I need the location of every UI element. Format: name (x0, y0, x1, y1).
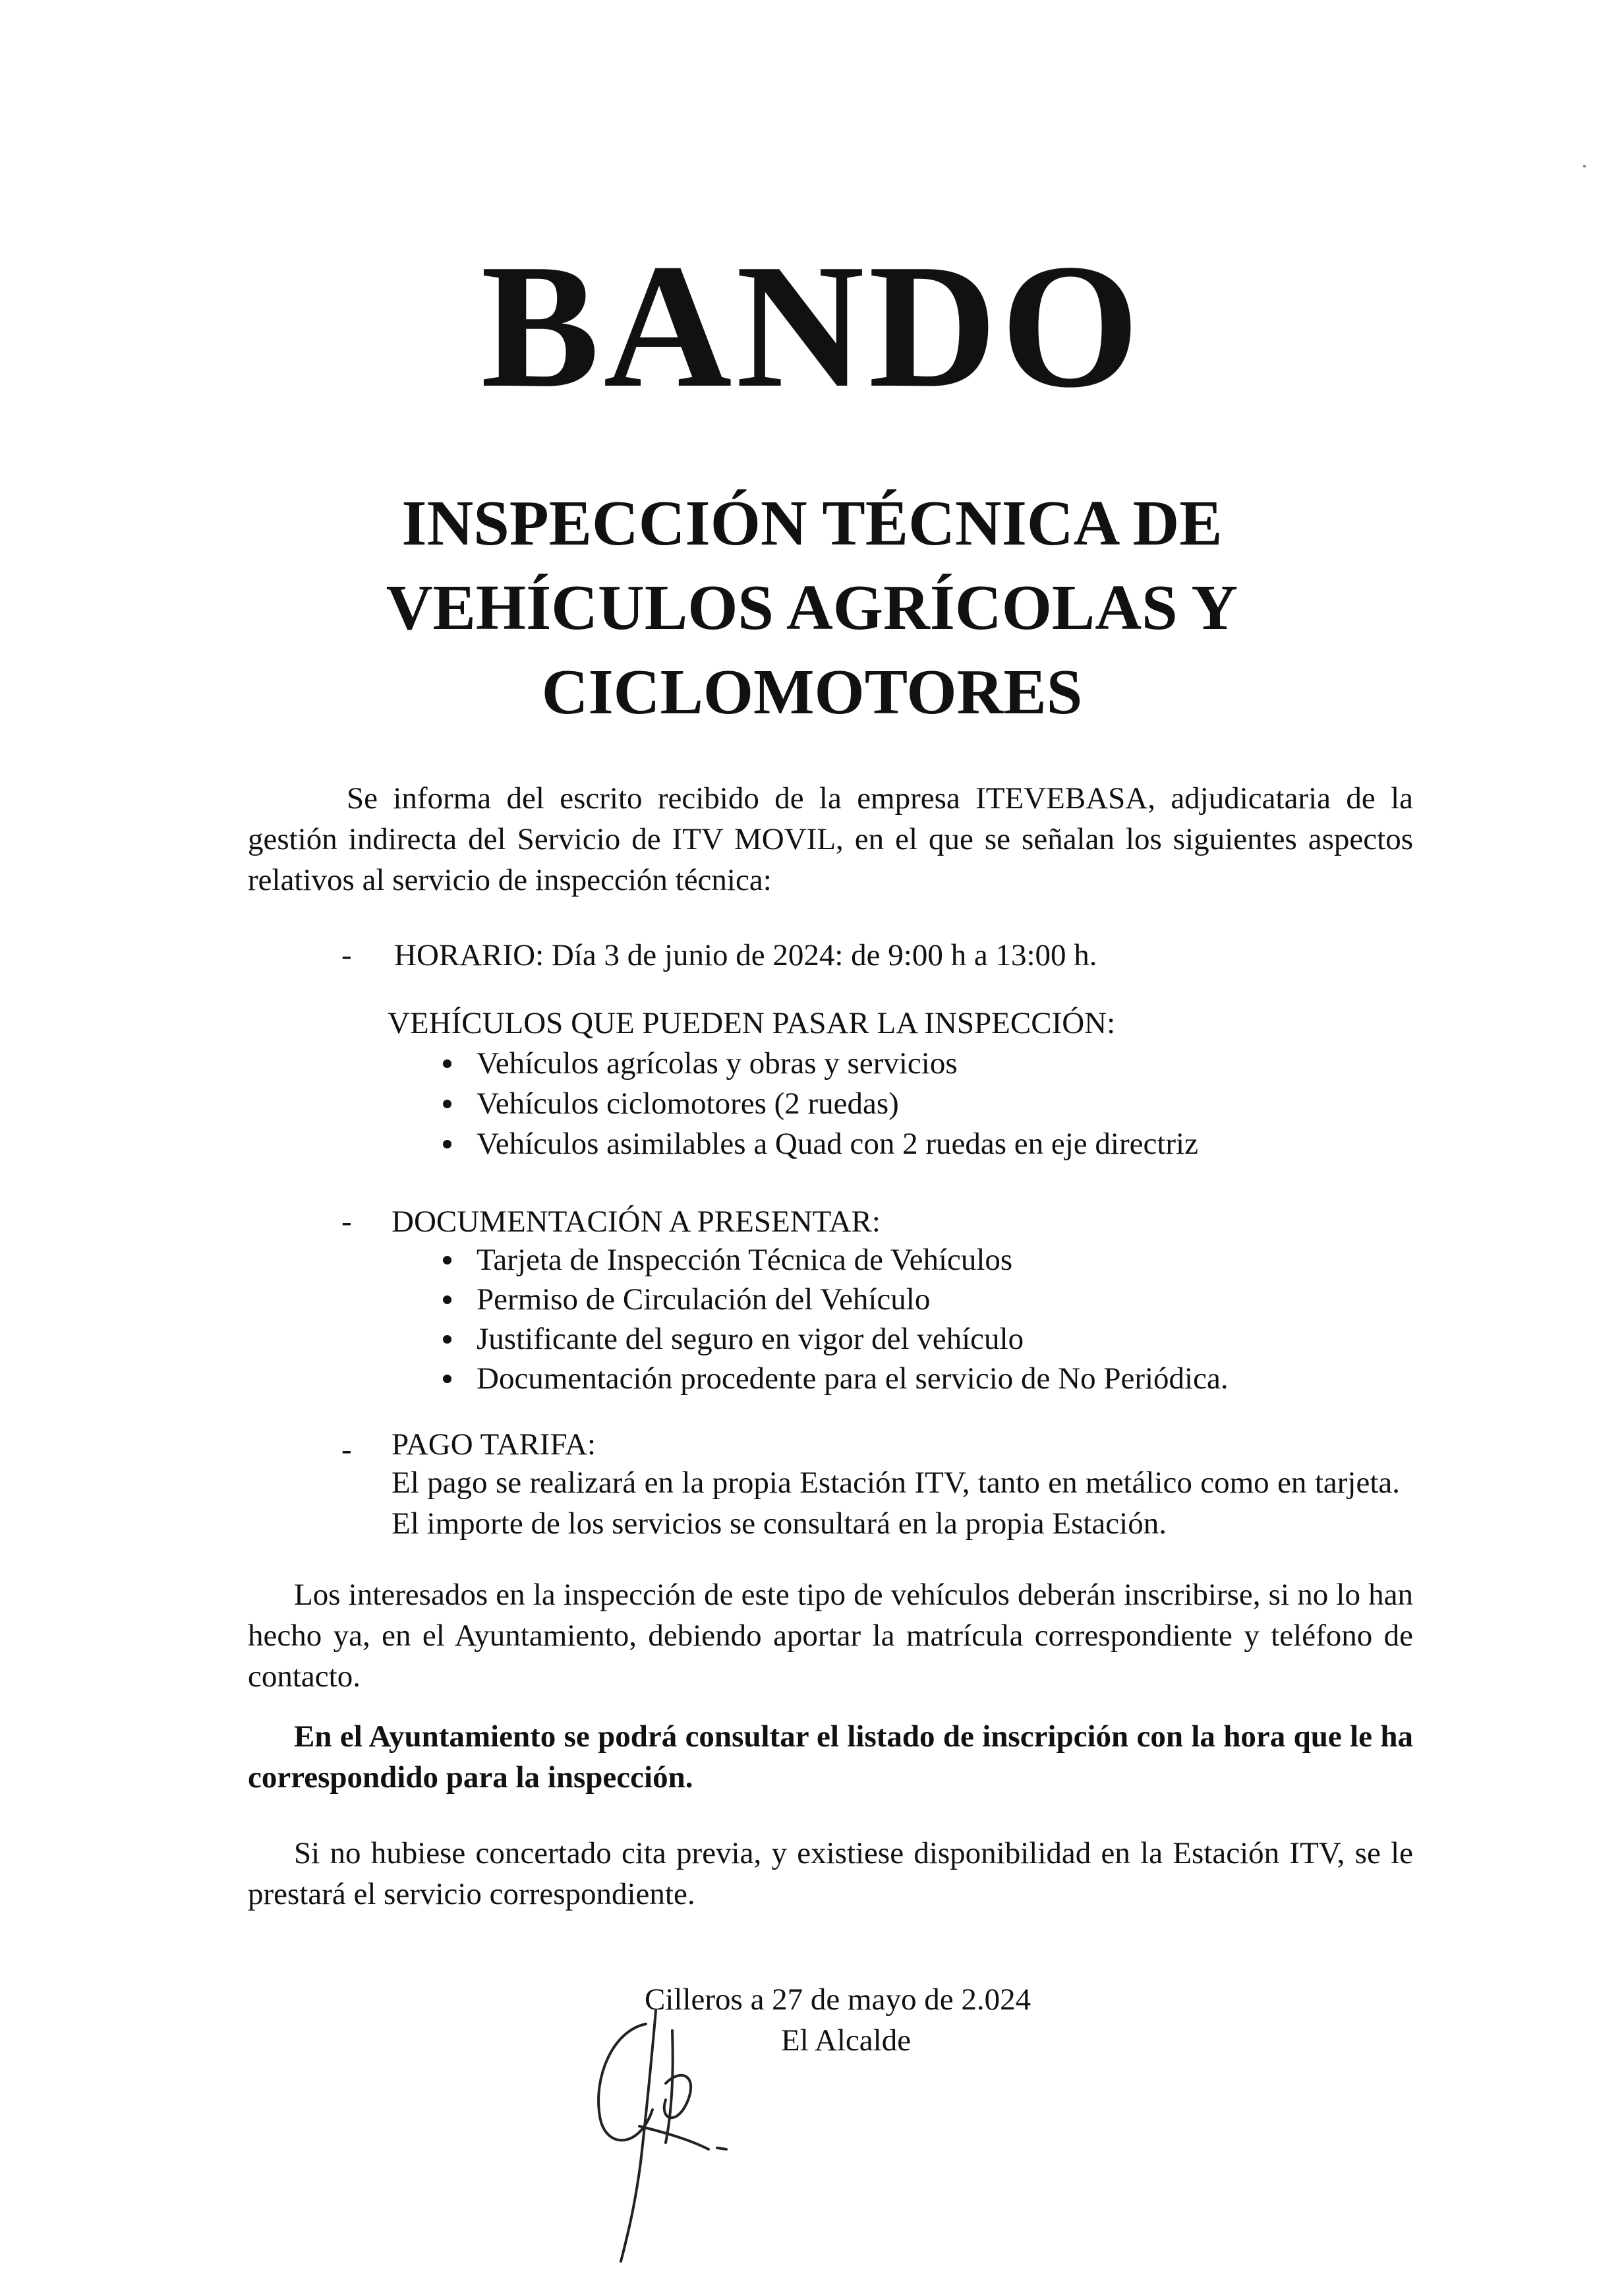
bullet-icon (443, 1140, 451, 1148)
title-line: CICLOMOTORES (541, 657, 1083, 728)
list-item (443, 1279, 930, 1320)
list-dash: - (341, 938, 352, 972)
cita-paragraph: Si no hubiese concertado cita previa, y existiese disponibilidad en la Estación ITV, se le prestará el servicio correspondiente. (248, 1836, 1413, 1911)
aviso-paragraph: En el Ayuntamiento se podrá consultar el listado de inscripción con la hora que le ha correspondido para la inspección. (248, 1719, 1413, 1795)
list-item (443, 1043, 958, 1084)
list-item-text: Permiso de Circulación del Vehículo (477, 1282, 931, 1317)
list-dash: - (341, 1433, 352, 1467)
signature-icon (567, 1984, 738, 2274)
date-line: Cilleros a 27 de mayo de 2.024 (645, 1982, 1031, 2017)
list-item (443, 1123, 1198, 1164)
scan-speck (1583, 165, 1586, 167)
list-item (443, 1083, 899, 1124)
documentacion-heading: DOCUMENTACIÓN A PRESENTAR: (392, 1204, 881, 1239)
bullet-icon (443, 1375, 451, 1383)
bullet-icon (443, 1256, 451, 1264)
intro-paragraph: Se informa del escrito recibido de la empresa ITEVEBASA, adjudicataria de la gestión indirecta del Servicio de ITV MOVIL, en el que se señalan los siguientes aspectos relativos al servicio de inspección técnica: (248, 781, 1413, 897)
list-item (443, 1319, 1024, 1359)
list-dash: - (341, 1204, 352, 1239)
document-title (0, 481, 1624, 734)
document-heading: BANDO (480, 227, 1144, 425)
pago-heading: PAGO TARIFA: (392, 1427, 596, 1462)
list-item (443, 1358, 1229, 1399)
list-item-text: Justificante del seguro en vigor del vehículo (477, 1322, 1024, 1356)
title-line: INSPECCIÓN TÉCNICA DE (401, 488, 1223, 559)
list-item-text: Documentación procedente para el servicio de No Periódica. (477, 1361, 1229, 1396)
title-line: VEHÍCULOS AGRÍCOLAS Y (386, 572, 1238, 643)
list-item (443, 1239, 1012, 1280)
bullet-icon (443, 1335, 451, 1344)
signatory: El Alcalde (781, 2023, 912, 2058)
bullet-icon (443, 1059, 451, 1068)
list-item-text: Vehículos asimilables a Quad con 2 ruedas en eje directriz (477, 1127, 1198, 1161)
bullet-icon (443, 1100, 451, 1108)
interesados-paragraph: Los interesados en la inspección de este tipo de vehículos deberán inscribirse, si no lo han hecho ya, en el Ayuntamiento, debiendo aportar la matrícula correspondiente y teléfono de contacto. (248, 1578, 1413, 1694)
list-item-text: Tarjeta de Inspección Técnica de Vehículos (477, 1243, 1013, 1277)
bullet-icon (443, 1295, 451, 1304)
list-item-text: Vehículos agrícolas y obras y servicios (477, 1046, 958, 1081)
horario-text: HORARIO: Día 3 de junio de 2024: de 9:00 h a 13:00 h. (394, 938, 1097, 972)
list-item-text: Vehículos ciclomotores (2 ruedas) (477, 1086, 899, 1121)
vehiculos-heading: VEHÍCULOS QUE PUEDEN PASAR LA INSPECCIÓN: (388, 1006, 1116, 1040)
pago-paragraph: El pago se realizará en la propia Estación ITV, tanto en metálico como en tarjeta. El importe de los servicios se consultará en la propia Estación. (392, 1466, 1400, 1541)
